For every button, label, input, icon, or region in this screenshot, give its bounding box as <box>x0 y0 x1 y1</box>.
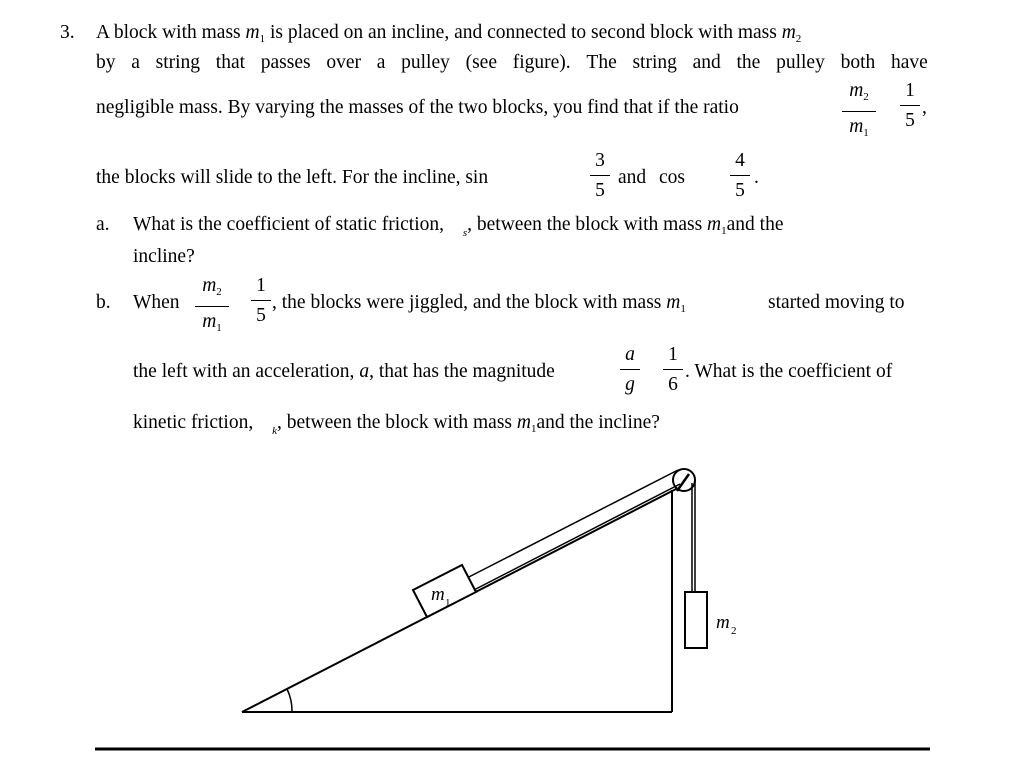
cos-num: 4 <box>735 150 745 171</box>
line2-word: pulley <box>776 52 825 73</box>
block-m2-label: m <box>716 612 730 633</box>
cos-text: cos <box>659 167 685 188</box>
sub-1: 1 <box>259 33 266 45</box>
part-a-text-b: , between the block with mass <box>467 214 703 235</box>
part-a-text-a: What is the coefficient of static friction, <box>133 214 444 235</box>
ratio-den-sub: 1 <box>863 127 869 139</box>
line2-word: over <box>326 52 361 73</box>
sin-num: 3 <box>595 150 605 171</box>
part-a-line-2: incline? <box>133 246 195 267</box>
mu-k-subscript: k <box>272 425 277 437</box>
part-a-sub-1: 1 <box>721 225 727 237</box>
line2-word: figure). <box>512 52 571 73</box>
line1-text-a: A block with mass <box>96 22 241 43</box>
line2-word: a <box>376 52 386 73</box>
line2-word: string <box>632 52 677 73</box>
mu-s-subscript: s <box>462 227 468 239</box>
line2-word: a <box>131 52 140 73</box>
pb-line3-c: and the incline? <box>536 412 660 433</box>
pb-ratio-den: 5 <box>256 305 266 326</box>
line2-word: (see <box>465 52 497 73</box>
line2-word: have <box>890 52 928 73</box>
block-m2-sub: 2 <box>731 625 737 637</box>
ratio-num-sub: 2 <box>863 91 869 103</box>
block-m1-label: m <box>431 584 445 605</box>
pb-num-m: m <box>202 275 217 296</box>
pb-line3-a: kinetic friction, <box>133 412 254 433</box>
pb-num-sub: 2 <box>216 286 222 298</box>
line2-word: the <box>736 52 761 73</box>
line2-word: pulley <box>401 52 450 73</box>
sin-den: 5 <box>595 180 605 201</box>
string-incline-lower <box>470 484 680 592</box>
part-b-label: b. <box>96 292 111 313</box>
pb-line2-a: the left with an acceleration, <box>133 361 355 382</box>
sixth-den: 6 <box>668 374 678 395</box>
line2-word: by <box>96 52 116 73</box>
ratio-num-m: m <box>849 80 864 101</box>
sub-2: 2 <box>795 33 802 45</box>
angle-arc <box>287 689 292 712</box>
line2-word: string <box>155 52 201 73</box>
pb-after-frac: , the blocks were jiggled, and the block with mass <box>272 292 662 313</box>
part-a-var-m1: m <box>707 214 722 235</box>
part-a-label: a. <box>96 214 110 235</box>
problem-number: 3. <box>60 22 75 43</box>
pb-line3-var-m1: m <box>516 412 531 433</box>
var-m1: m <box>245 22 260 43</box>
part-b-line-2-end: . What is the coefficient of <box>685 361 893 382</box>
ratio-den-m: m <box>849 116 864 137</box>
line2-word: both <box>840 52 876 73</box>
string-incline-upper <box>463 470 678 580</box>
block-m1-sub: 1 <box>445 597 451 609</box>
var-m2: m <box>781 22 796 43</box>
ratio-value-num: 1 <box>905 80 915 101</box>
pb-line3-b: , between the block with mass <box>276 412 513 433</box>
line1-text-b: is placed on an incline, and connected to second block with mass <box>269 22 777 43</box>
ratio-comma: , <box>922 97 927 118</box>
part-a-text-c: and the <box>726 214 784 235</box>
problem-line-4: the blocks will slide to the left. For the incline, sin <box>96 167 489 188</box>
pb-var-m1: m <box>666 292 681 313</box>
part-b-started: started moving to <box>768 292 905 313</box>
line2-word: passes <box>260 52 311 73</box>
a-num: a <box>625 344 635 365</box>
part-b-when: When <box>133 292 180 313</box>
pb-sub-1: 1 <box>680 303 686 315</box>
g-den: g <box>625 374 635 395</box>
line2-word: and <box>692 52 721 73</box>
cos-den: 5 <box>735 180 745 201</box>
pb-line2-b: , that has the magnitude <box>369 361 555 382</box>
ratio-value-den: 5 <box>905 110 915 131</box>
pb-den-sub: 1 <box>216 322 222 334</box>
pb-ratio-num: 1 <box>256 275 266 296</box>
pb-var-a: a <box>359 361 370 382</box>
and-text: and <box>618 167 647 188</box>
line2-word: that <box>215 52 246 73</box>
pb-line3-sub-1: 1 <box>530 423 537 435</box>
problem-line-3: negligible mass. By varying the masses of the two blocks, you find that if the ratio <box>96 97 739 118</box>
block-m2 <box>685 592 707 648</box>
line2-word: The <box>586 52 617 73</box>
pb-den-m: m <box>202 311 217 332</box>
sixth-num: 1 <box>668 344 678 365</box>
line4-period: . <box>754 167 759 188</box>
